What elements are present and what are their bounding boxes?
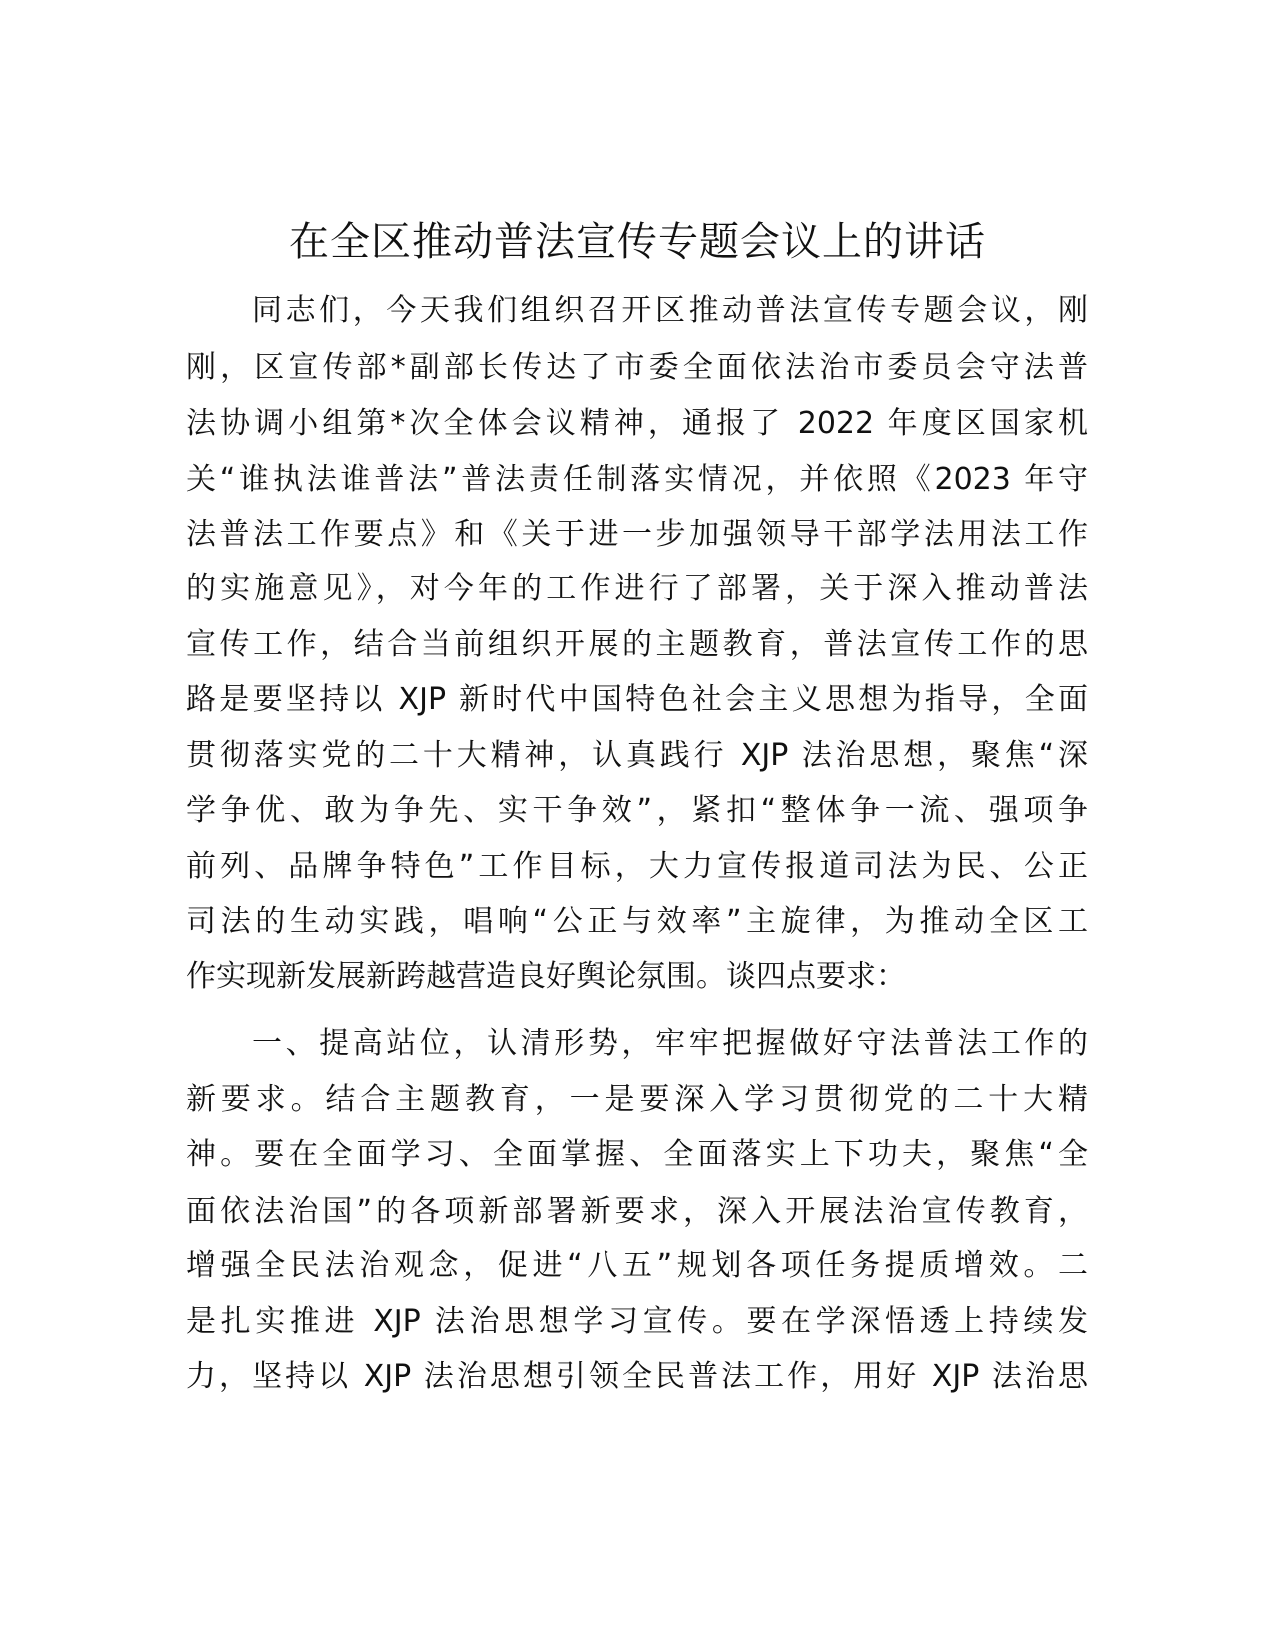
paragraph-1-line-5: 法普法工作要点》和《关于进一步加强领导干部学法用法工作 xyxy=(186,517,1088,552)
paragraph-1-line-4: 关“谁执法谁普法”普法责任制落实情况，并依照《2023 年守 xyxy=(186,462,1088,497)
paragraph-2-line-3: 神。要在全面学习、全面掌握、全面落实上下功夫，聚焦“全 xyxy=(186,1137,1088,1172)
document-title: 在全区推动普法宣传专题会议上的讲话 xyxy=(289,219,986,265)
paragraph-1-line-9: 贯彻落实党的二十大精神，认真践行 XJP 法治思想，聚焦“深 xyxy=(186,738,1088,773)
paragraph-1-line-13: 作实现新发展新跨越营造良好舆论氛围。谈四点要求： xyxy=(186,959,906,994)
paragraph-1-line-3: 法协调小组第*次全体会议精神，通报了 2022 年度区国家机 xyxy=(186,406,1088,441)
paragraph-1-line-6: 的实施意见》，对今年的工作进行了部署，关于深入推动普法 xyxy=(186,571,1088,606)
paragraph-2-line-7: 力，坚持以 XJP 法治思想引领全民普法工作，用好 XJP 法治思 xyxy=(186,1359,1088,1394)
paragraph-2-line-2: 新要求。结合主题教育，一是要深入学习贯彻党的二十大精 xyxy=(186,1082,1088,1117)
paragraph-2-line-6: 是扎实推进 XJP 法治思想学习宣传。要在学深悟透上持续发 xyxy=(186,1304,1088,1339)
paragraph-2-line-5: 增强全民法治观念，促进“八五”规划各项任务提质增效。二 xyxy=(186,1248,1088,1283)
paragraph-2-line-1: 一、提高站位，认清形势，牢牢把握做好守法普法工作的 xyxy=(252,1026,1088,1061)
paragraph-1-line-11: 前列、品牌争特色”工作目标，大力宣传报道司法为民、公正 xyxy=(186,849,1088,884)
paragraph-1-line-10: 学争优、敢为争先、实干争效”，紧扣“整体争一流、强项争 xyxy=(186,793,1088,828)
paragraph-1-line-1: 同志们，今天我们组织召开区推动普法宣传专题会议，刚 xyxy=(252,293,1088,328)
paragraph-1-line-7: 宣传工作，结合当前组织开展的主题教育，普法宣传工作的思 xyxy=(186,627,1088,662)
paragraph-1-line-12: 司法的生动实践，唱响“公正与效率”主旋律，为推动全区工 xyxy=(186,904,1088,939)
paragraph-1-line-2: 刚，区宣传部*副部长传达了市委全面依法治市委员会守法普 xyxy=(186,350,1088,385)
paragraph-1-line-8: 路是要坚持以 XJP 新时代中国特色社会主义思想为指导，全面 xyxy=(186,682,1088,717)
paragraph-2-line-4: 面依法治国”的各项新部署新要求，深入开展法治宣传教育， xyxy=(186,1194,1088,1229)
